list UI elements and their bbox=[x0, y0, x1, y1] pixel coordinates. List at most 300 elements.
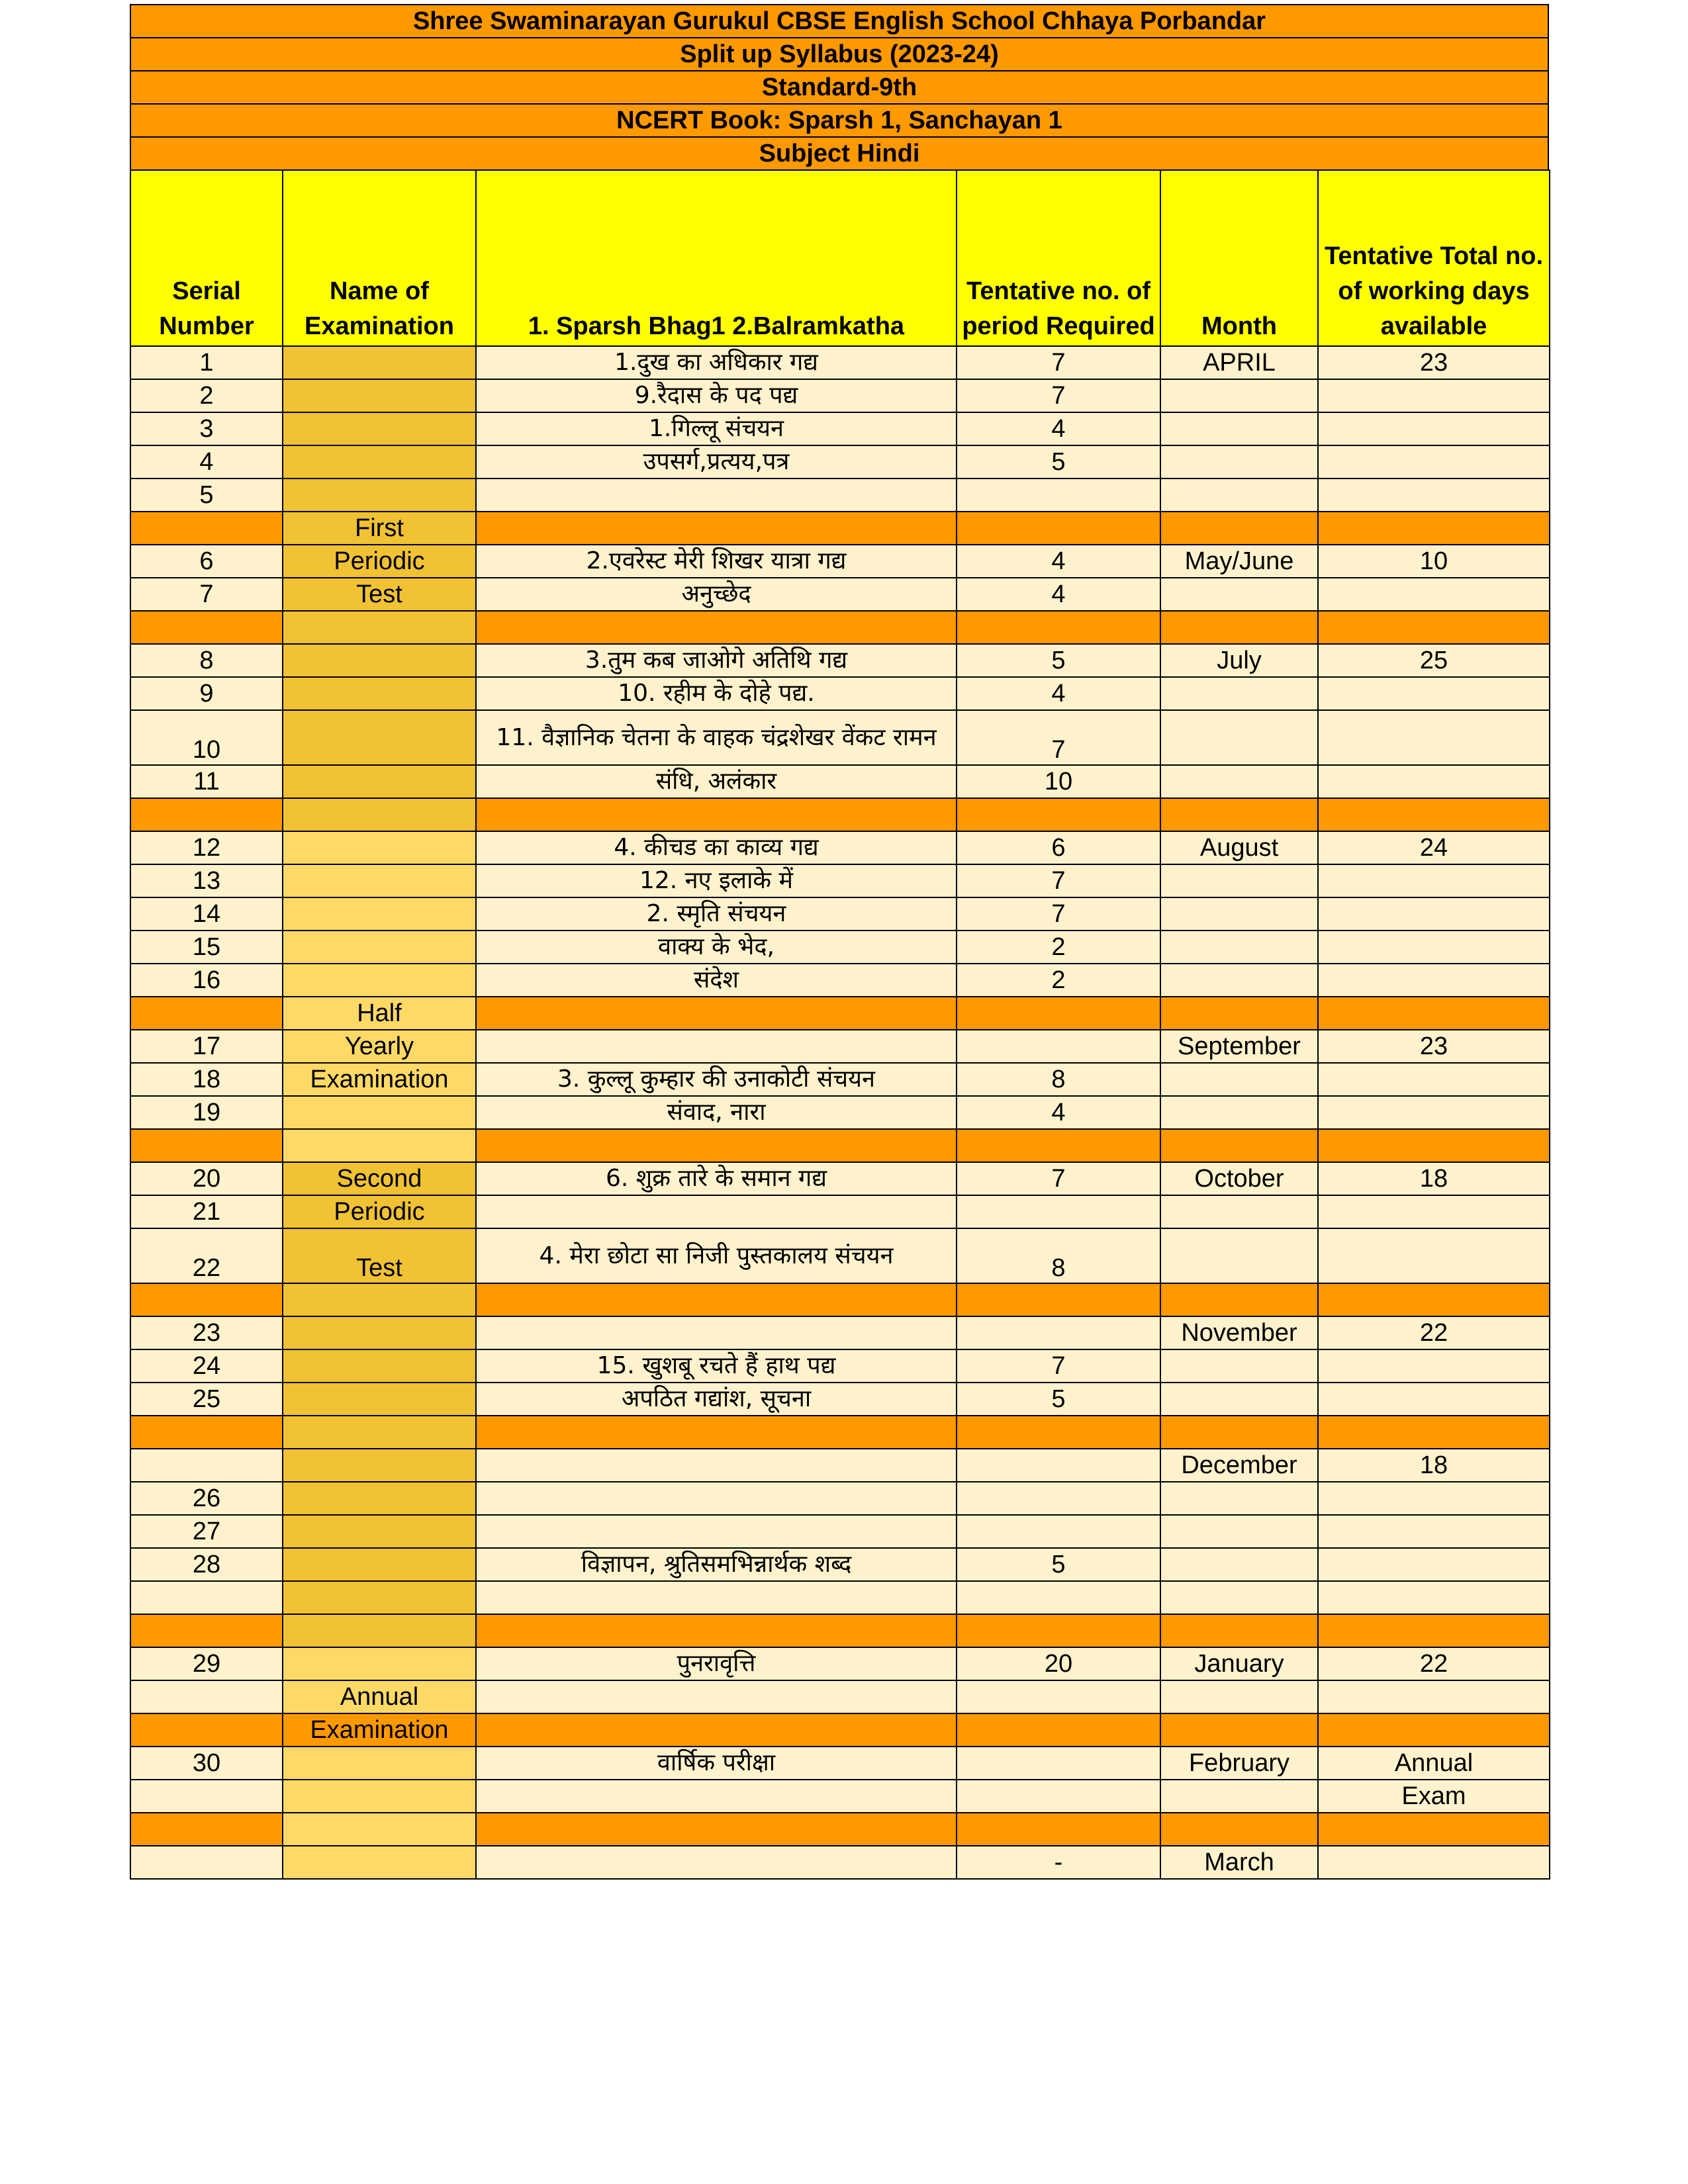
month-cell bbox=[1160, 611, 1318, 644]
topic-cell: 10. रहीम के दोहे पद्य. bbox=[476, 677, 957, 710]
month-cell bbox=[1160, 412, 1318, 445]
topic-cell bbox=[476, 512, 957, 545]
syllabus-title-header: Split up Syllabus (2023-24) bbox=[130, 37, 1549, 70]
month-cell bbox=[1160, 864, 1318, 897]
month-cell bbox=[1160, 997, 1318, 1030]
table-row bbox=[130, 1647, 1550, 1680]
periods-cell bbox=[957, 1614, 1160, 1647]
exam-cell bbox=[283, 798, 476, 831]
topic-cell bbox=[476, 1195, 957, 1228]
periods-cell: 7 bbox=[957, 897, 1160, 931]
topic-cell: 12. नए इलाके में bbox=[476, 864, 957, 897]
table-row bbox=[130, 1680, 1550, 1713]
month-cell: APRIL bbox=[1160, 346, 1318, 379]
table-row bbox=[130, 346, 1550, 379]
periods-cell: 5 bbox=[957, 1383, 1160, 1416]
month-cell bbox=[1160, 1228, 1318, 1283]
serial-cell: 26 bbox=[130, 1482, 283, 1515]
month-cell bbox=[1160, 964, 1318, 997]
subject-header: Subject Hindi bbox=[130, 136, 1549, 169]
days-cell bbox=[1318, 1515, 1550, 1548]
exam-cell: Test bbox=[283, 578, 476, 611]
topic-cell: संधि, अलंकार bbox=[476, 765, 957, 798]
serial-cell: 10 bbox=[130, 710, 283, 765]
month-cell bbox=[1160, 1548, 1318, 1581]
table-row bbox=[130, 1548, 1550, 1581]
standard-header: Standard-9th bbox=[130, 70, 1549, 103]
exam-cell bbox=[283, 677, 476, 710]
days-cell bbox=[1318, 1096, 1550, 1129]
days-cell bbox=[1318, 412, 1550, 445]
days-cell: 18 bbox=[1318, 1449, 1550, 1482]
exam-cell: First bbox=[283, 512, 476, 545]
serial-cell: 7 bbox=[130, 578, 283, 611]
separator-row bbox=[130, 1283, 1550, 1316]
exam-cell bbox=[283, 1129, 476, 1162]
exam-cell bbox=[283, 1813, 476, 1846]
topic-cell bbox=[476, 1680, 957, 1713]
exam-cell bbox=[283, 1449, 476, 1482]
serial-cell bbox=[130, 1713, 283, 1747]
table-row bbox=[130, 1747, 1550, 1780]
exam-cell bbox=[283, 1349, 476, 1383]
days-cell bbox=[1318, 1063, 1550, 1096]
periods-cell: 7 bbox=[957, 1349, 1160, 1383]
month-cell bbox=[1160, 897, 1318, 931]
periods-cell bbox=[957, 1482, 1160, 1515]
serial-cell: 24 bbox=[130, 1349, 283, 1383]
exam-cell bbox=[283, 831, 476, 864]
serial-cell: 23 bbox=[130, 1316, 283, 1349]
serial-cell bbox=[130, 1813, 283, 1846]
exam-cell: Examination bbox=[283, 1063, 476, 1096]
periods-cell: 4 bbox=[957, 545, 1160, 578]
serial-cell: 6 bbox=[130, 545, 283, 578]
periods-cell bbox=[957, 1283, 1160, 1316]
table-row bbox=[130, 864, 1550, 897]
days-cell bbox=[1318, 611, 1550, 644]
topic-cell bbox=[476, 1813, 957, 1846]
col-header-exam-name: Name of Examination bbox=[283, 170, 476, 346]
days-cell bbox=[1318, 1813, 1550, 1846]
periods-cell: 7 bbox=[957, 864, 1160, 897]
topic-cell bbox=[476, 1515, 957, 1548]
periods-cell: 7 bbox=[957, 1162, 1160, 1195]
table-row bbox=[130, 1349, 1550, 1383]
exam-cell bbox=[283, 1581, 476, 1614]
month-cell bbox=[1160, 1416, 1318, 1449]
serial-cell: 14 bbox=[130, 897, 283, 931]
exam-cell: Second bbox=[283, 1162, 476, 1195]
periods-cell bbox=[957, 512, 1160, 545]
serial-cell: 13 bbox=[130, 864, 283, 897]
periods-cell: 2 bbox=[957, 931, 1160, 964]
topic-cell bbox=[476, 1030, 957, 1063]
exam-cell bbox=[283, 1846, 476, 1879]
month-cell bbox=[1160, 931, 1318, 964]
topic-cell bbox=[476, 1416, 957, 1449]
periods-cell bbox=[957, 1680, 1160, 1713]
periods-cell bbox=[957, 1316, 1160, 1349]
periods-cell: 4 bbox=[957, 677, 1160, 710]
days-cell bbox=[1318, 379, 1550, 412]
serial-cell: 18 bbox=[130, 1063, 283, 1096]
table-row bbox=[130, 1096, 1550, 1129]
serial-cell: 3 bbox=[130, 412, 283, 445]
month-cell bbox=[1160, 578, 1318, 611]
table-row bbox=[130, 831, 1550, 864]
month-cell: October bbox=[1160, 1162, 1318, 1195]
month-cell bbox=[1160, 478, 1318, 512]
periods-cell bbox=[957, 1030, 1160, 1063]
col-header-serial-number: Serial Number bbox=[130, 170, 283, 346]
serial-cell bbox=[130, 798, 283, 831]
periods-cell bbox=[957, 1129, 1160, 1162]
serial-cell: 12 bbox=[130, 831, 283, 864]
topic-cell: 3. कुल्लू कुम्हार की उनाकोटी संचयन bbox=[476, 1063, 957, 1096]
syllabus-sheet bbox=[130, 4, 1549, 1880]
topic-cell: 9.रैदास के पद पद्य bbox=[476, 379, 957, 412]
exam-cell bbox=[283, 346, 476, 379]
month-cell bbox=[1160, 1614, 1318, 1647]
topic-cell bbox=[476, 611, 957, 644]
serial-cell bbox=[130, 1416, 283, 1449]
exam-cell bbox=[283, 379, 476, 412]
exam-cell: Periodic bbox=[283, 545, 476, 578]
exam-cell bbox=[283, 1647, 476, 1680]
exam-cell bbox=[283, 611, 476, 644]
exam-cell bbox=[283, 964, 476, 997]
topic-cell: 11. वैज्ञानिक चेतना के वाहक चंद्रशेखर वेंकट रामन bbox=[476, 710, 957, 765]
month-cell bbox=[1160, 1129, 1318, 1162]
serial-cell: 30 bbox=[130, 1747, 283, 1780]
separator-row bbox=[130, 1614, 1550, 1647]
school-name-header: Shree Swaminarayan Gurukul CBSE English School Chhaya Porbandar bbox=[130, 4, 1549, 37]
month-cell bbox=[1160, 1813, 1318, 1846]
periods-cell bbox=[957, 1713, 1160, 1747]
serial-cell bbox=[130, 1449, 283, 1482]
exam-cell bbox=[283, 1548, 476, 1581]
periods-cell: 5 bbox=[957, 445, 1160, 478]
periods-cell bbox=[957, 1581, 1160, 1614]
serial-cell: 4 bbox=[130, 445, 283, 478]
days-cell bbox=[1318, 1713, 1550, 1747]
month-cell bbox=[1160, 1383, 1318, 1416]
serial-cell bbox=[130, 1680, 283, 1713]
month-cell bbox=[1160, 1713, 1318, 1747]
days-cell bbox=[1318, 1129, 1550, 1162]
days-cell bbox=[1318, 1548, 1550, 1581]
month-cell bbox=[1160, 1780, 1318, 1813]
table-row bbox=[130, 1195, 1550, 1228]
table-row bbox=[130, 545, 1550, 578]
topic-cell bbox=[476, 1614, 957, 1647]
table-row bbox=[130, 1482, 1550, 1515]
days-cell bbox=[1318, 765, 1550, 798]
topic-cell bbox=[476, 1846, 957, 1879]
table-row bbox=[130, 412, 1550, 445]
days-cell: 22 bbox=[1318, 1316, 1550, 1349]
periods-cell: 5 bbox=[957, 644, 1160, 677]
syllabus-table bbox=[130, 169, 1550, 1880]
exam-cell bbox=[283, 1515, 476, 1548]
exam-cell: Annual bbox=[283, 1680, 476, 1713]
table-row bbox=[130, 1316, 1550, 1349]
days-cell: 22 bbox=[1318, 1647, 1550, 1680]
periods-cell: 6 bbox=[957, 831, 1160, 864]
serial-cell: 9 bbox=[130, 677, 283, 710]
periods-cell bbox=[957, 478, 1160, 512]
exam-cell bbox=[283, 478, 476, 512]
days-cell bbox=[1318, 1614, 1550, 1647]
exam-cell bbox=[283, 1283, 476, 1316]
exam-cell: Test bbox=[283, 1228, 476, 1283]
days-cell: Annual bbox=[1318, 1747, 1550, 1780]
exam-cell bbox=[283, 1096, 476, 1129]
exam-cell bbox=[283, 1316, 476, 1349]
month-cell bbox=[1160, 512, 1318, 545]
serial-cell bbox=[130, 1283, 283, 1316]
periods-cell bbox=[957, 1195, 1160, 1228]
days-cell: 25 bbox=[1318, 644, 1550, 677]
days-cell bbox=[1318, 964, 1550, 997]
month-cell: February bbox=[1160, 1747, 1318, 1780]
topic-cell bbox=[476, 1713, 957, 1747]
exam-cell: Yearly bbox=[283, 1030, 476, 1063]
serial-cell bbox=[130, 1581, 283, 1614]
month-cell bbox=[1160, 379, 1318, 412]
periods-cell bbox=[957, 997, 1160, 1030]
periods-cell: 10 bbox=[957, 765, 1160, 798]
periods-cell bbox=[957, 1449, 1160, 1482]
table-row bbox=[130, 1228, 1550, 1283]
separator-row bbox=[130, 1129, 1550, 1162]
days-cell: Exam bbox=[1318, 1780, 1550, 1813]
serial-cell: 28 bbox=[130, 1548, 283, 1581]
month-cell bbox=[1160, 1482, 1318, 1515]
periods-cell: 5 bbox=[957, 1548, 1160, 1581]
serial-cell bbox=[130, 1614, 283, 1647]
topic-cell bbox=[476, 1129, 957, 1162]
topic-cell: संवाद, नारा bbox=[476, 1096, 957, 1129]
periods-cell bbox=[957, 1813, 1160, 1846]
month-cell: March bbox=[1160, 1846, 1318, 1879]
month-cell: January bbox=[1160, 1647, 1318, 1680]
table-row bbox=[130, 1383, 1550, 1416]
days-cell bbox=[1318, 1228, 1550, 1283]
topic-cell: 1.गिल्लू संचयन bbox=[476, 412, 957, 445]
topic-cell: 2. स्मृति संचयन bbox=[476, 897, 957, 931]
table-row bbox=[130, 897, 1550, 931]
topic-cell: 2.एवरेस्ट मेरी शिखर यात्रा गद्य bbox=[476, 545, 957, 578]
table-row bbox=[130, 964, 1550, 997]
separator-row bbox=[130, 611, 1550, 644]
serial-cell bbox=[130, 1846, 283, 1879]
table-row bbox=[130, 1063, 1550, 1096]
month-cell: September bbox=[1160, 1030, 1318, 1063]
days-cell bbox=[1318, 931, 1550, 964]
separator-row bbox=[130, 1416, 1550, 1449]
serial-cell: 15 bbox=[130, 931, 283, 964]
col-header-book-chapters: 1. Sparsh Bhag1 2.Balramkatha bbox=[476, 170, 957, 346]
serial-cell: 2 bbox=[130, 379, 283, 412]
month-cell: July bbox=[1160, 644, 1318, 677]
serial-cell: 16 bbox=[130, 964, 283, 997]
exam-cell bbox=[283, 897, 476, 931]
topic-cell: वाक्य के भेद, bbox=[476, 931, 957, 964]
topic-cell bbox=[476, 1449, 957, 1482]
days-cell bbox=[1318, 445, 1550, 478]
month-cell: August bbox=[1160, 831, 1318, 864]
days-cell: 23 bbox=[1318, 346, 1550, 379]
periods-cell: 20 bbox=[957, 1647, 1160, 1680]
exam-cell bbox=[283, 710, 476, 765]
month-cell bbox=[1160, 1581, 1318, 1614]
days-cell bbox=[1318, 512, 1550, 545]
separator-row bbox=[130, 997, 1550, 1030]
days-cell: 18 bbox=[1318, 1162, 1550, 1195]
book-header: NCERT Book: Sparsh 1, Sanchayan 1 bbox=[130, 103, 1549, 136]
separator-row bbox=[130, 512, 1550, 545]
table-row bbox=[130, 1515, 1550, 1548]
periods-cell: - bbox=[957, 1846, 1160, 1879]
table-row bbox=[130, 765, 1550, 798]
serial-cell: 11 bbox=[130, 765, 283, 798]
days-cell: 10 bbox=[1318, 545, 1550, 578]
serial-cell: 27 bbox=[130, 1515, 283, 1548]
days-cell bbox=[1318, 1846, 1550, 1879]
days-cell: 24 bbox=[1318, 831, 1550, 864]
month-cell bbox=[1160, 1680, 1318, 1713]
topic-cell bbox=[476, 997, 957, 1030]
serial-cell: 25 bbox=[130, 1383, 283, 1416]
topic-cell bbox=[476, 1482, 957, 1515]
topic-cell bbox=[476, 798, 957, 831]
days-cell bbox=[1318, 798, 1550, 831]
col-header-working-days: Tentative Total no. of working days available bbox=[1318, 170, 1550, 346]
month-cell: May/June bbox=[1160, 545, 1318, 578]
days-cell bbox=[1318, 1383, 1550, 1416]
periods-cell bbox=[957, 798, 1160, 831]
table-row bbox=[130, 1846, 1550, 1879]
table-row bbox=[130, 644, 1550, 677]
table-row bbox=[130, 1780, 1550, 1813]
periods-cell: 7 bbox=[957, 379, 1160, 412]
periods-cell: 8 bbox=[957, 1063, 1160, 1096]
month-cell bbox=[1160, 710, 1318, 765]
table-row bbox=[130, 710, 1550, 765]
days-cell bbox=[1318, 1349, 1550, 1383]
topic-cell: 4. कीचड का काव्य गद्य bbox=[476, 831, 957, 864]
days-cell bbox=[1318, 1680, 1550, 1713]
topic-cell: अपठित गद्यांश, सूचना bbox=[476, 1383, 957, 1416]
periods-cell bbox=[957, 1780, 1160, 1813]
table-row bbox=[130, 1030, 1550, 1063]
separator-row bbox=[130, 798, 1550, 831]
topic-cell: पुनरावृत्ति bbox=[476, 1647, 957, 1680]
serial-cell: 19 bbox=[130, 1096, 283, 1129]
topic-cell: वार्षिक परीक्षा bbox=[476, 1747, 957, 1780]
exam-cell: Periodic bbox=[283, 1195, 476, 1228]
exam-cell bbox=[283, 864, 476, 897]
serial-cell bbox=[130, 1129, 283, 1162]
days-cell bbox=[1318, 1416, 1550, 1449]
serial-cell bbox=[130, 611, 283, 644]
month-cell bbox=[1160, 798, 1318, 831]
exam-cell: Half bbox=[283, 997, 476, 1030]
table-row bbox=[130, 478, 1550, 512]
month-cell bbox=[1160, 1515, 1318, 1548]
periods-cell: 4 bbox=[957, 578, 1160, 611]
serial-cell: 5 bbox=[130, 478, 283, 512]
days-cell bbox=[1318, 997, 1550, 1030]
days-cell bbox=[1318, 897, 1550, 931]
topic-cell bbox=[476, 1581, 957, 1614]
topic-cell: 15. खुशबू रचते हैं हाथ पद्य bbox=[476, 1349, 957, 1383]
serial-cell bbox=[130, 997, 283, 1030]
topic-cell: विज्ञापन, श्रुतिसमभिन्नार्थक शब्द bbox=[476, 1548, 957, 1581]
exam-cell bbox=[283, 1383, 476, 1416]
col-header-periods-required: Tentative no. of period Required bbox=[957, 170, 1160, 346]
topic-cell: 3.तुम कब जाओगे अतिथि गद्य bbox=[476, 644, 957, 677]
periods-cell bbox=[957, 1416, 1160, 1449]
table-row bbox=[130, 1449, 1550, 1482]
topic-cell: 4. मेरा छोटा सा निजी पुस्तकालय संचयन bbox=[476, 1228, 957, 1283]
table-row bbox=[130, 931, 1550, 964]
periods-cell: 7 bbox=[957, 346, 1160, 379]
days-cell bbox=[1318, 1283, 1550, 1316]
serial-cell: 17 bbox=[130, 1030, 283, 1063]
periods-cell: 2 bbox=[957, 964, 1160, 997]
topic-cell: उपसर्ग,प्रत्यय,पत्र bbox=[476, 445, 957, 478]
month-cell bbox=[1160, 677, 1318, 710]
exam-cell bbox=[283, 644, 476, 677]
month-cell: December bbox=[1160, 1449, 1318, 1482]
exam-cell bbox=[283, 1780, 476, 1813]
table-row bbox=[130, 445, 1550, 478]
topic-cell bbox=[476, 1780, 957, 1813]
days-cell bbox=[1318, 677, 1550, 710]
exam-cell bbox=[283, 1416, 476, 1449]
table-row bbox=[130, 1162, 1550, 1195]
month-cell bbox=[1160, 1195, 1318, 1228]
exam-cell bbox=[283, 412, 476, 445]
topic-cell: 1.दुख का अधिकार गद्य bbox=[476, 346, 957, 379]
serial-cell: 22 bbox=[130, 1228, 283, 1283]
exam-cell bbox=[283, 445, 476, 478]
serial-cell bbox=[130, 512, 283, 545]
month-cell bbox=[1160, 1063, 1318, 1096]
periods-cell bbox=[957, 611, 1160, 644]
periods-cell: 4 bbox=[957, 1096, 1160, 1129]
month-cell bbox=[1160, 1283, 1318, 1316]
days-cell bbox=[1318, 1581, 1550, 1614]
periods-cell: 7 bbox=[957, 710, 1160, 765]
table-row bbox=[130, 677, 1550, 710]
topic-cell: 6. शुक्र तारे के समान गद्य bbox=[476, 1162, 957, 1195]
column-header-row bbox=[130, 170, 1550, 346]
serial-cell bbox=[130, 1780, 283, 1813]
topic-cell bbox=[476, 1316, 957, 1349]
days-cell: 23 bbox=[1318, 1030, 1550, 1063]
days-cell bbox=[1318, 478, 1550, 512]
exam-cell: Examination bbox=[283, 1713, 476, 1747]
serial-cell: 1 bbox=[130, 346, 283, 379]
exam-cell bbox=[283, 931, 476, 964]
exam-cell bbox=[283, 765, 476, 798]
days-cell bbox=[1318, 1482, 1550, 1515]
month-cell bbox=[1160, 445, 1318, 478]
